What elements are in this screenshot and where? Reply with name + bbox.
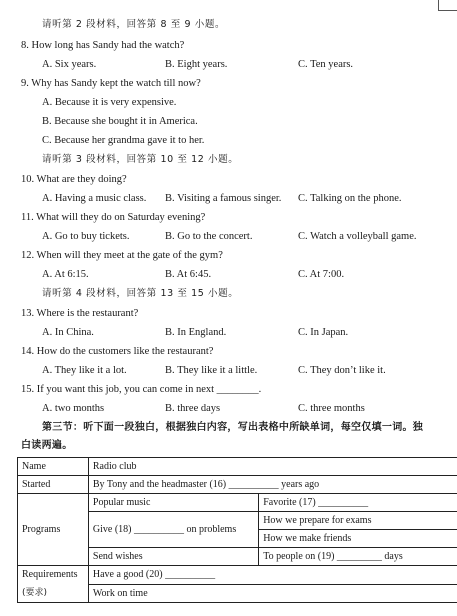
- q14-option-a: A. They like it a lot.: [42, 365, 127, 376]
- q14-option-c: C. They don’t like it.: [298, 365, 386, 376]
- q12-option-c: C. At 7:00.: [298, 269, 345, 280]
- page-corner-mark: [438, 0, 457, 11]
- q10-option-c: C. Talking on the phone.: [298, 193, 402, 204]
- requirements-label-cn: (要求): [22, 588, 48, 598]
- requirements-label-cell: [18, 566, 89, 603]
- wishes-cell: Send wishes: [88, 548, 258, 566]
- question-9: 9. Why has Sandy kept the watch till now?: [21, 78, 201, 89]
- favorite-cell: Favorite (17) __________: [259, 494, 457, 512]
- q11-option-c: C. Watch a volleyball game.: [298, 231, 417, 242]
- q10-option-b: B. Visiting a famous singer.: [165, 193, 282, 204]
- section3-instruction-line1: 第三节：听下面一段独白，根据独白内容，写出表格中所缺单词，每空仅填一词。独: [42, 422, 424, 433]
- give-cell: Give (18) __________ on problems: [88, 512, 258, 548]
- started-label: Started: [18, 476, 89, 494]
- q8-option-b: B. Eight years.: [165, 59, 228, 70]
- section3-instruction-line2: 白读两遍。: [21, 440, 73, 451]
- name-label: Name: [18, 458, 89, 476]
- question-15: 15. If you want this job, you can come in next ________.: [21, 384, 262, 395]
- requirement-1: Have a good (20) __________: [88, 566, 457, 585]
- q15-option-b: B. three days: [165, 403, 221, 414]
- q9-option-b: B. Because she bought it in America.: [42, 116, 198, 127]
- q13-option-a: A. In China.: [42, 327, 94, 338]
- question-13: 13. Where is the restaurant?: [21, 308, 139, 319]
- question-12: 12. When will they meet at the gate of the gym?: [21, 250, 223, 261]
- people-cell: To people on (19) _________ days: [259, 548, 457, 566]
- q8-option-c: C. Ten years.: [298, 59, 354, 70]
- instruction-part2: 请听第 2 段材料，回答第 8 至 9 小题。: [42, 19, 226, 30]
- q10-option-a: A. Having a music class.: [42, 193, 147, 204]
- popular-music-cell: Popular music: [88, 494, 258, 512]
- radio-club-table: [17, 457, 457, 603]
- instruction-part3: 请听第 3 段材料，回答第 10 至 12 小题。: [42, 154, 239, 165]
- programs-label: Programs: [18, 494, 89, 566]
- friends-cell: How we make friends: [259, 530, 457, 548]
- q13-option-b: B. In England.: [165, 327, 227, 338]
- q14-option-b: B. They like it a little.: [165, 365, 258, 376]
- q8-option-a: A. Six years.: [42, 59, 97, 70]
- requirements-label: Requirements: [22, 569, 78, 580]
- started-value: By Tony and the headmaster (16) __________ years ago: [88, 476, 457, 494]
- question-8: 8. How long has Sandy had the watch?: [21, 40, 185, 51]
- question-11: 11. What will they do on Saturday evening?: [21, 212, 206, 223]
- q12-option-a: A. At 6:15.: [42, 269, 89, 280]
- q12-option-b: B. At 6:45.: [165, 269, 212, 280]
- requirement-2: Work on time: [88, 584, 457, 603]
- question-14: 14. How do the customers like the restaurant?: [21, 346, 214, 357]
- q15-option-c: C. three months: [298, 403, 365, 414]
- q9-option-c: C. Because her grandma gave it to her.: [42, 135, 205, 146]
- q13-option-c: C. In Japan.: [298, 327, 349, 338]
- question-10: 10. What are they doing?: [21, 174, 127, 185]
- name-value: Radio club: [88, 458, 457, 476]
- q11-option-a: A. Go to buy tickets.: [42, 231, 130, 242]
- instruction-part4: 请听第 4 段材料，回答第 13 至 15 小题。: [42, 288, 239, 299]
- q15-option-a: A. two months: [42, 403, 105, 414]
- q9-option-a: A. Because it is very expensive.: [42, 97, 177, 108]
- exams-cell: How we prepare for exams: [259, 512, 457, 530]
- q11-option-b: B. Go to the concert.: [165, 231, 253, 242]
